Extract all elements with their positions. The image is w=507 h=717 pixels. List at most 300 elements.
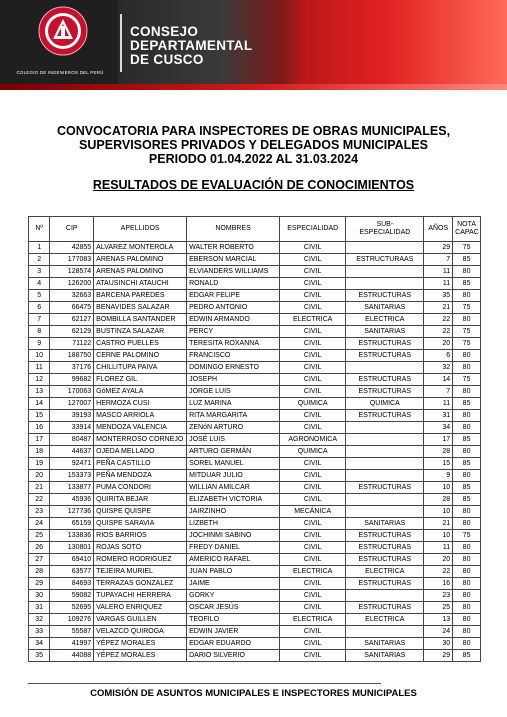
cell-especialidad: AGRONOMICA: [280, 434, 346, 446]
table-row: [29, 314, 481, 326]
cell-cip: 62129: [50, 326, 94, 338]
table-row: [29, 362, 481, 374]
cell-anios: 6: [424, 350, 453, 362]
cell-cip: 52695: [50, 602, 94, 614]
cell-cip: 39193: [50, 410, 94, 422]
cell-apellidos: PUMA CONDORI: [94, 482, 187, 494]
cell-anios: 20: [424, 554, 453, 566]
cell-especialidad: CIVIL: [280, 650, 346, 662]
header-cip: CIP: [50, 217, 94, 242]
cell-apellidos: MASCO ARRIOLA: [94, 410, 187, 422]
table-row: [29, 602, 481, 614]
title-line1: CONVOCATORIA PARA INSPECTORES DE OBRAS MUNICIPALES,: [56, 124, 451, 138]
cell-nombres: ARTURO GERMÁN: [187, 446, 280, 458]
cell-n: 7: [29, 314, 50, 326]
results-subtitle: RESULTADOS DE EVALUACIÓN DE CONOCIMIENTOS: [92, 178, 415, 192]
cell-subespecialidad: [346, 434, 424, 446]
table-row: [29, 266, 481, 278]
cell-cip: 59082: [50, 590, 94, 602]
cell-anios: 10: [424, 530, 453, 542]
org-title-line3: DE CUSCO: [130, 52, 204, 67]
title-line2: SUPERVISORES PRIVADOS Y DELEGADOS MUNICIPALES: [79, 138, 428, 152]
cell-nombres: FRANCISCO: [187, 350, 280, 362]
cell-nombres: WILLIAN AMILCAR: [187, 482, 280, 494]
cell-especialidad: CIVIL: [280, 326, 346, 338]
cell-n: 17: [29, 434, 50, 446]
cell-especialidad: CIVIL: [280, 266, 346, 278]
cell-anios: 28: [424, 494, 453, 506]
cell-apellidos: VELAZCO QUIROGA: [94, 626, 187, 638]
cell-nota: 85: [453, 254, 481, 266]
cell-cip: 130801: [50, 542, 94, 554]
cell-anios: 11: [424, 266, 453, 278]
cell-n: 4: [29, 278, 50, 290]
cell-nombres: ELIZABETH VICTORIA: [187, 494, 280, 506]
header-especialidad: ESPECIALIDAD: [280, 217, 346, 242]
header-n: Nº: [29, 217, 50, 242]
header-nombres: NOMBRES: [187, 217, 280, 242]
cell-especialidad: CIVIL: [280, 410, 346, 422]
table-row: [29, 254, 481, 266]
cell-subespecialidad: [346, 506, 424, 518]
cell-nota: 80: [453, 350, 481, 362]
cell-nota: 85: [453, 650, 481, 662]
cell-especialidad: CIVIL: [280, 626, 346, 638]
cell-cip: 69410: [50, 554, 94, 566]
cell-n: 35: [29, 650, 50, 662]
cell-nombres: EBERSON MARCIAL: [187, 254, 280, 266]
cell-nota: 85: [453, 398, 481, 410]
cell-nombres: JAIME: [187, 578, 280, 590]
cell-nombres: PEDRO ANTONIO: [187, 302, 280, 314]
cell-cip: 126200: [50, 278, 94, 290]
cell-n: 23: [29, 506, 50, 518]
document-title: [0, 124, 507, 166]
cell-nota: 80: [453, 638, 481, 650]
cell-especialidad: ELECTRICA: [280, 614, 346, 626]
cell-nombres: LIZBETH: [187, 518, 280, 530]
cell-anios: 7: [424, 254, 453, 266]
cell-nota: 75: [453, 374, 481, 386]
banner-stripe: [0, 84, 507, 90]
cell-n: 19: [29, 458, 50, 470]
cell-apellidos: TEJEIRA MURIEL: [94, 566, 187, 578]
cell-nombres: EDGAR EDUARDO: [187, 638, 280, 650]
cell-apellidos: HERMOZA CUSI: [94, 398, 187, 410]
cell-apellidos: OJEDA MELLADO: [94, 446, 187, 458]
cell-cip: 128574: [50, 266, 94, 278]
cell-subespecialidad: [346, 422, 424, 434]
cell-especialidad: CIVIL: [280, 458, 346, 470]
cell-nota: 85: [453, 494, 481, 506]
cell-subespecialidad: [346, 590, 424, 602]
cell-anios: 32: [424, 362, 453, 374]
header-sub-line2: ESPECIALIDAD: [359, 229, 411, 236]
table-body: [29, 242, 481, 662]
cell-cip: 133836: [50, 530, 94, 542]
cell-apellidos: RIOS BARRIOS: [94, 530, 187, 542]
cell-cip: 127007: [50, 398, 94, 410]
cell-subespecialidad: ESTRUCTURAS: [346, 578, 424, 590]
cell-subespecialidad: [346, 626, 424, 638]
header-apellidos: APELLIDOS: [94, 217, 187, 242]
cell-apellidos: ATAUSINCHI ATAUCHI: [94, 278, 187, 290]
table-row: [29, 554, 481, 566]
cell-anios: 16: [424, 578, 453, 590]
banner-red-panel: [300, 0, 507, 84]
cell-anios: 24: [424, 626, 453, 638]
cell-nombres: FREDY DANIEL: [187, 542, 280, 554]
cell-especialidad: CIVIL: [280, 374, 346, 386]
cell-n: 8: [29, 326, 50, 338]
cell-subespecialidad: [346, 470, 424, 482]
cell-subespecialidad: ESTRUCTURAS: [346, 374, 424, 386]
table-row: [29, 494, 481, 506]
cell-n: 16: [29, 422, 50, 434]
cell-subespecialidad: ELECTRICA: [346, 314, 424, 326]
cell-nota: 80: [453, 362, 481, 374]
cell-subespecialidad: SANITARIAS: [346, 650, 424, 662]
table-row: [29, 542, 481, 554]
cell-nombres: EDGAR FELIPE: [187, 290, 280, 302]
cell-cip: 92471: [50, 458, 94, 470]
cell-nota: 80: [453, 626, 481, 638]
cell-apellidos: TERRAZAS GONZALEZ: [94, 578, 187, 590]
table-row: [29, 482, 481, 494]
cell-anios: 11: [424, 398, 453, 410]
cell-nota: 80: [453, 542, 481, 554]
cell-apellidos: QUISPE QUISPE: [94, 506, 187, 518]
cell-subespecialidad: SANITARIAS: [346, 518, 424, 530]
cell-cip: 80487: [50, 434, 94, 446]
cell-subespecialidad: ESTRUCTURAAS: [346, 254, 424, 266]
cell-nombres: DARIO SILVERIO: [187, 650, 280, 662]
cell-apellidos: FLOREZ GIL: [94, 374, 187, 386]
cell-especialidad: CIVIL: [280, 338, 346, 350]
cell-apellidos: ROJAS SOTO: [94, 542, 187, 554]
table-row: [29, 278, 481, 290]
cell-especialidad: CIVIL: [280, 242, 346, 254]
cell-nota: 80: [453, 446, 481, 458]
table-row: [29, 290, 481, 302]
cell-cip: 84693: [50, 578, 94, 590]
cell-apellidos: BUSTINZA SALAZAR: [94, 326, 187, 338]
cell-cip: 42855: [50, 242, 94, 254]
cell-anios: 10: [424, 506, 453, 518]
cell-apellidos: CERNE PALOMINO: [94, 350, 187, 362]
cell-n: 26: [29, 542, 50, 554]
cell-nota: 80: [453, 554, 481, 566]
cell-nombres: JOCHINMI SABINO: [187, 530, 280, 542]
cell-anios: 28: [424, 446, 453, 458]
cell-cip: 177083: [50, 254, 94, 266]
cell-nombres: OSCAR JESÚS: [187, 602, 280, 614]
cell-n: 22: [29, 494, 50, 506]
cell-nombres: PERCY: [187, 326, 280, 338]
cell-nombres: JORGE LUIS: [187, 386, 280, 398]
cell-subespecialidad: [346, 362, 424, 374]
cell-nombres: JOSEPH: [187, 374, 280, 386]
cell-apellidos: YÉPEZ MORALES: [94, 650, 187, 662]
cell-especialidad: CIVIL: [280, 290, 346, 302]
cell-subespecialidad: ESTRUCTURAS: [346, 482, 424, 494]
logo-caption: COLEGIO DE INGENIEROS DEL PERÚ: [16, 70, 104, 75]
cell-apellidos: ALVAREZ MONTEROLA: [94, 242, 187, 254]
cell-especialidad: CIVIL: [280, 554, 346, 566]
cell-anios: 21: [424, 302, 453, 314]
cell-n: 27: [29, 554, 50, 566]
header-banner: [0, 0, 507, 92]
cell-n: 2: [29, 254, 50, 266]
cell-especialidad: CIVIL: [280, 602, 346, 614]
cell-nombres: JOSÉ LUIS: [187, 434, 280, 446]
cell-n: 3: [29, 266, 50, 278]
table-row: [29, 422, 481, 434]
cell-nombres: JAIRZINHO: [187, 506, 280, 518]
table-row: [29, 410, 481, 422]
cell-anios: 20: [424, 338, 453, 350]
cell-anios: 11: [424, 542, 453, 554]
cell-subespecialidad: ESTRUCTURAS: [346, 602, 424, 614]
cell-n: 6: [29, 302, 50, 314]
cell-nota: 80: [453, 314, 481, 326]
cell-especialidad: CIVIL: [280, 482, 346, 494]
cell-nombres: EDWIN ARMANDO: [187, 314, 280, 326]
cell-especialidad: CIVIL: [280, 350, 346, 362]
cell-especialidad: ELECTRICA: [280, 566, 346, 578]
cell-nota: 80: [453, 266, 481, 278]
cell-anios: 30: [424, 638, 453, 650]
cell-subespecialidad: ELECTRICA: [346, 614, 424, 626]
cell-nota: 80: [453, 602, 481, 614]
cell-nota: 80: [453, 386, 481, 398]
cell-subespecialidad: [346, 266, 424, 278]
cell-n: 32: [29, 614, 50, 626]
cell-nombres: TEOFILO: [187, 614, 280, 626]
table-row: [29, 458, 481, 470]
cell-subespecialidad: ESTRUCTURAS: [346, 542, 424, 554]
cell-anios: 10: [424, 482, 453, 494]
cell-especialidad: CIVIL: [280, 386, 346, 398]
cell-nota: 85: [453, 278, 481, 290]
cell-subespecialidad: ESTRUCTURAS: [346, 554, 424, 566]
cell-nota: 75: [453, 326, 481, 338]
cell-anios: 25: [424, 602, 453, 614]
cell-especialidad: CIVIL: [280, 590, 346, 602]
cell-apellidos: MONTERROSO CORNEJO: [94, 434, 187, 446]
banner-divider: [120, 14, 122, 72]
cell-especialidad: CIVIL: [280, 578, 346, 590]
cell-nombres: LUZ MARINA: [187, 398, 280, 410]
cell-especialidad: CIVIL: [280, 254, 346, 266]
cell-nombres: SOREL MANUEL: [187, 458, 280, 470]
table-row: [29, 614, 481, 626]
cell-nombres: ZENóN ARTURO: [187, 422, 280, 434]
cell-cip: 71122: [50, 338, 94, 350]
cell-subespecialidad: ELECTRICA: [346, 566, 424, 578]
header-sub-line1: SUB-: [376, 221, 394, 228]
cell-n: 1: [29, 242, 50, 254]
header-nota-line2: CAPAC: [455, 229, 479, 236]
cell-n: 34: [29, 638, 50, 650]
cell-especialidad: CIVIL: [280, 422, 346, 434]
cell-especialidad: QUIMICA: [280, 446, 346, 458]
table-row: [29, 374, 481, 386]
cell-especialidad: CIVIL: [280, 302, 346, 314]
cell-nombres: WALTER ROBERTO: [187, 242, 280, 254]
cell-n: 20: [29, 470, 50, 482]
cell-nombres: TERESITA ROXANNA: [187, 338, 280, 350]
cell-apellidos: CASTRO PUELLES: [94, 338, 187, 350]
cell-especialidad: ELECTRICA: [280, 314, 346, 326]
cell-nota: 80: [453, 470, 481, 482]
cell-cip: 133877: [50, 482, 94, 494]
cell-nota: 80: [453, 506, 481, 518]
cell-anios: 29: [424, 650, 453, 662]
cell-nota: 75: [453, 302, 481, 314]
table-row: [29, 302, 481, 314]
cell-n: 21: [29, 482, 50, 494]
cell-nombres: ELVIANDERS WILLIAMS: [187, 266, 280, 278]
cell-nombres: RITA MARGARITA: [187, 410, 280, 422]
org-title: [130, 25, 252, 67]
cell-subespecialidad: [346, 494, 424, 506]
header-subespecialidad: [346, 217, 424, 242]
cell-anios: 31: [424, 410, 453, 422]
cell-especialidad: CIVIL: [280, 362, 346, 374]
cell-anios: 11: [424, 278, 453, 290]
cell-apellidos: VARGAS GUILLEN: [94, 614, 187, 626]
cell-n: 15: [29, 410, 50, 422]
cell-nombres: MITDUAR JULIO: [187, 470, 280, 482]
cell-apellidos: CHILLITUPA PAIVA: [94, 362, 187, 374]
cell-cip: 170063: [50, 386, 94, 398]
cell-especialidad: CIVIL: [280, 470, 346, 482]
cell-subespecialidad: [346, 278, 424, 290]
cell-subespecialidad: SANITARIAS: [346, 302, 424, 314]
cell-subespecialidad: [346, 458, 424, 470]
cell-n: 10: [29, 350, 50, 362]
cell-cip: 127736: [50, 506, 94, 518]
header-nota-line1: NOTA: [457, 221, 477, 228]
cell-subespecialidad: QUIMICA: [346, 398, 424, 410]
cell-cip: 45936: [50, 494, 94, 506]
cell-nombres: JUAN PABLO: [187, 566, 280, 578]
cell-nombres: AMERICO RAFAEL: [187, 554, 280, 566]
title-line3: PERIODO 01.04.2022 AL 31.03.2024: [148, 152, 359, 166]
cell-cip: 62127: [50, 314, 94, 326]
cell-apellidos: ARENAS PALOMINO: [94, 266, 187, 278]
table-row: [29, 518, 481, 530]
cell-nota: 75: [453, 530, 481, 542]
org-title-line1: CONSEJO: [130, 24, 199, 39]
cell-especialidad: CIVIL: [280, 494, 346, 506]
cell-apellidos: MENDOZA VALENCIA: [94, 422, 187, 434]
table-row: [29, 590, 481, 602]
cell-apellidos: BARCENA PAREDES: [94, 290, 187, 302]
table-row: [29, 446, 481, 458]
cell-cip: 41997: [50, 638, 94, 650]
cell-apellidos: PEÑA MENDOZA: [94, 470, 187, 482]
cell-especialidad: CIVIL: [280, 530, 346, 542]
cell-apellidos: QUIRITA BEJAR: [94, 494, 187, 506]
cell-cip: 44637: [50, 446, 94, 458]
cell-anios: 13: [424, 614, 453, 626]
cell-subespecialidad: SANITARIAS: [346, 638, 424, 650]
cell-cip: 65159: [50, 518, 94, 530]
cell-nota: 75: [453, 242, 481, 254]
cell-anios: 21: [424, 518, 453, 530]
cell-subespecialidad: ESTRUCTURAS: [346, 290, 424, 302]
cell-n: 18: [29, 446, 50, 458]
cell-apellidos: YÉPEZ MORALES: [94, 638, 187, 650]
cell-apellidos: ARENAS PALOMINO: [94, 254, 187, 266]
cell-cip: 109276: [50, 614, 94, 626]
table-row: [29, 650, 481, 662]
cell-anios: 14: [424, 374, 453, 386]
table-row: [29, 470, 481, 482]
footer-rule: [28, 683, 381, 684]
cell-nota: 80: [453, 290, 481, 302]
cell-apellidos: ROMERO RODRIGUEZ: [94, 554, 187, 566]
header-nota: [453, 217, 481, 242]
org-title-line2: DEPARTAMENTAL: [130, 38, 253, 53]
cell-anios: 7: [424, 386, 453, 398]
cell-cip: 32663: [50, 290, 94, 302]
table-row: [29, 506, 481, 518]
cell-nota: 85: [453, 434, 481, 446]
table-header-row: [29, 217, 481, 242]
cell-anios: 35: [424, 290, 453, 302]
cell-subespecialidad: [346, 446, 424, 458]
cell-cip: 44088: [50, 650, 94, 662]
cell-subespecialidad: ESTRUCTURAS: [346, 386, 424, 398]
footer-text: COMISIÓN DE ASUNTOS MUNICIPALES E INSPECTORES MUNICIPALES: [90, 688, 417, 699]
cell-nota: 85: [453, 458, 481, 470]
cell-cip: 37176: [50, 362, 94, 374]
cell-cip: 63577: [50, 566, 94, 578]
table-row: [29, 386, 481, 398]
cell-cip: 66475: [50, 302, 94, 314]
cell-nota: 80: [453, 590, 481, 602]
table-row: [29, 638, 481, 650]
cell-subespecialidad: ESTRUCTURAS: [346, 350, 424, 362]
table-row: [29, 566, 481, 578]
table-row: [29, 338, 481, 350]
cell-nota: 80: [453, 518, 481, 530]
cell-apellidos: QUISPE SARAVIA: [94, 518, 187, 530]
cell-subespecialidad: [346, 242, 424, 254]
cell-cip: 188750: [50, 350, 94, 362]
cell-subespecialidad: SANITARIAS: [346, 326, 424, 338]
cell-especialidad: CIVIL: [280, 542, 346, 554]
cell-n: 13: [29, 386, 50, 398]
table-row: [29, 530, 481, 542]
cell-especialidad: CIVIL: [280, 518, 346, 530]
results-table: [28, 216, 481, 662]
cell-n: 33: [29, 626, 50, 638]
cell-n: 30: [29, 590, 50, 602]
cell-n: 29: [29, 578, 50, 590]
cell-nota: 85: [453, 482, 481, 494]
cell-apellidos: VALERO ENRIQUEZ: [94, 602, 187, 614]
cell-anios: 34: [424, 422, 453, 434]
cell-anios: 23: [424, 590, 453, 602]
cell-anios: 17: [424, 434, 453, 446]
cell-n: 11: [29, 362, 50, 374]
cell-anios: 22: [424, 566, 453, 578]
cell-nombres: RONALD: [187, 278, 280, 290]
